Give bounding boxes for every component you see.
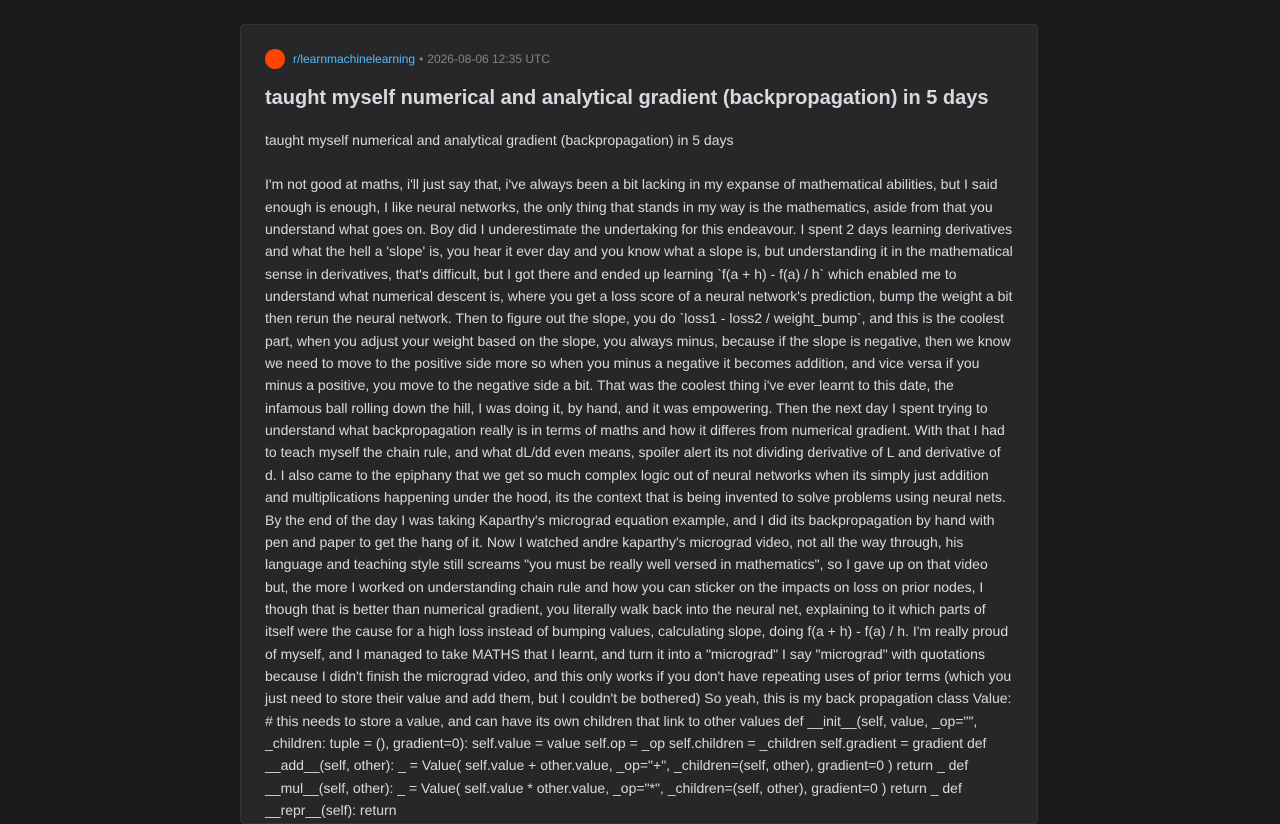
post-card — [240, 24, 1038, 824]
subreddit-link[interactable]: r/learnmachinelearning — [293, 52, 416, 66]
subreddit-icon[interactable] — [265, 49, 285, 69]
post-timestamp: 2026-08-06 12:35 UTC — [427, 52, 551, 66]
post-meta — [265, 48, 1013, 70]
post-body-main: I'm not good at maths, i'll just say that, i've always been a bit lacking in my expanse of mathematical abilities, but I said enough is enough, I like neural networks, the only thing that stands in my way is the mathematics, aside from that you understand what goes on. Boy did I underestimate the undertaking for this endeavour. I spent 2 days learning derivatives and what the hell a 'slope' is, you hear it ever day and you know what a slope is, but understanding it in the mathematical sense in derivatives, that's difficult, but I got there and ended up learning `f(a + h) - f(a) / h` which enabled me to understand what numerical descent is, where you get a loss score of a neural network's prediction, bump the weight a bit then rerun the neural network. Then to figure out the slope, you do `loss1 - loss2 / weight_bump`, and this is the coolest part, when you adjust your weight based on the slope, you always minus, because if the slope is negative, then we know we need to move to the positive side more so when you minus a negative it becomes addition, and vice versa if you minus a positive, you move to the negative side a bit. That was the coolest thing i've ever learnt to this date, the infamous ball rolling down the hill, I was doing it, by hand, and it was empowering. Then the next day I spent trying to understand what backpropagation really is in terms of maths and how it differes from numerical gradient. With that I had to teach myself the chain rule, and what dL/dd even means, spoiler alert its not dividing derivative of L and derivative of d. I also came to the epiphany that we get so much complex logic out of neural networks when its simply just addition and multiplications happening under the hood, its the context that is being invented to solve problems using neural nets. By the end of the day I was taking Kaparthy's micrograd equation example, and I did its backpropagation by hand with pen and paper to get the hang of it. Now I watched andre kaparthy's micrograd video, not all the way through, his language and teaching style still screams "you must be really well versed in mathematics", so I gave up on that video but, the more I worked on understanding chain rule and how you can sticker on the impacts on loss on prior nodes, I though that is better than numerical gradient, you literally walk back into the neural net, explaining to it which parts of itself were the cause for a high loss instead of bumping values, calculating slope, doing f(a + h) - f(a) / h. I'm really proud of myself, and I managed to take MATHS that I learnt, and turn it into a "micrograd" I say "micrograd" with quotations because I didn't finish the micrograd video, and this only works if you don't have repeating uses of prior terms (which you just need to store their value and add them, but I couldn't be bothered) So yeah, this is my back propagation class Value: # this needs to store a value, and can have its own children that link to other values def __init__(self, value, _op="", _children: tuple = (), gradient=0): self.value = value self.op = _op self.children = _children self.gradient = gradient def __add__(self, other): _ = Value( self.value + other.value, _op="+", _children=(self, other), gradient=0 ) return _ def __mul__(self, other): _ = Value( self.value * other.value, _op="*", _children=(self, other), gradient=0 ) return _ def __repr__(self): return — [265, 176, 1013, 818]
meta-separator: • — [419, 52, 424, 66]
post-body-intro: taught myself numerical and analytical gradient (backpropagation) in 5 days — [265, 132, 734, 148]
post-title[interactable]: taught myself numerical and analytical gradient (backpropagation) in 5 days — [265, 87, 989, 109]
post-body — [265, 129, 1013, 821]
